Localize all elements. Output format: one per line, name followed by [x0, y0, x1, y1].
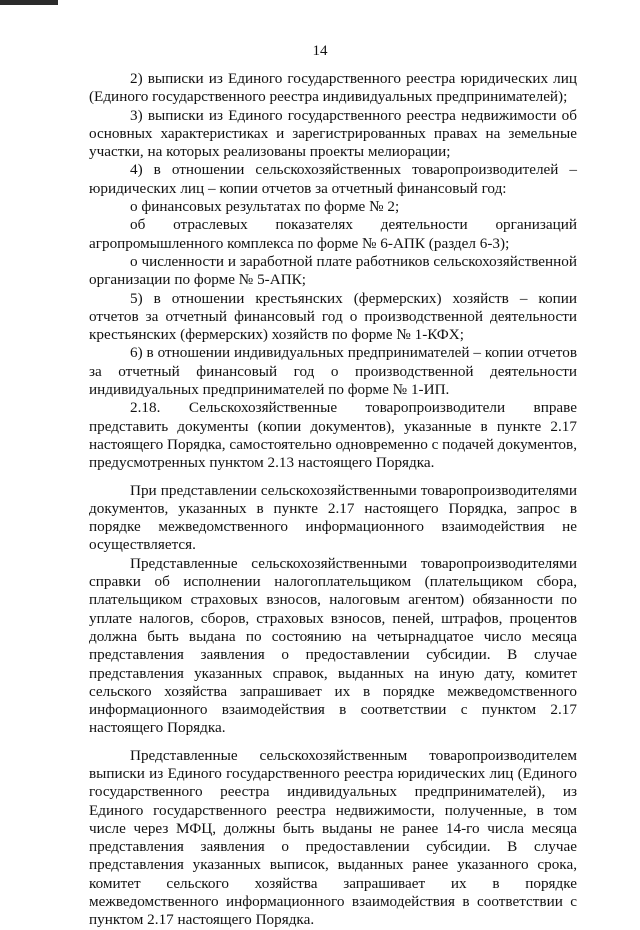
paragraph-item-3-egrn-extracts: 3) выписки из Единого государственного реестра недвижимости об основных характеристиках и зарегистрированных правах на земельные участки, на которых реализованы проекты мелиорации;: [89, 106, 577, 161]
paragraph-item-4-legal-entities-reports: 4) в отношении сельскохозяйственных товаропроизводителей – юридических лиц – копии отчетов за отчетный финансовый год:: [89, 161, 577, 197]
paragraph-item-2-egrul-extracts: 2) выписки из Единого государственного реестра юридических лиц (Единого государственного реестра индивидуальных предпринимателей);: [89, 70, 577, 106]
document-body: [89, 70, 577, 930]
scan-corner-mark: [0, 0, 58, 5]
paragraph-form-5-apk: о численности и заработной плате работников сельскохозяйственной организации по форме № 5-АПК;: [89, 252, 577, 289]
paragraph-registry-extracts: Представленные сельскохозяйственным товаропроизводителем выписки из Единого государственного реестра юридических лиц (Единого государственного реестра индивидуальных предпринимателей), из Единого государственного реестра недвижимости, полученные, в том числе через МФЦ, должны быть выданы не ранее 14-го числа месяца представления заявления о предоставлении субсидии. В случае представления указанных выписок, выданных ранее указанного срока, комитет сельского хозяйства запрашивает их в порядке межведомственного информационного взаимодействия в соответствии с пунктом 2.17 настоящего Порядка.: [89, 746, 577, 929]
paragraph-item-6-entrepreneurs-reports: 6) в отношении индивидуальных предпринимателей – копии отчетов за отчетный финансовый год о производственной деятельности индивидуальных предпринимателей по форме № 1-ИП.: [89, 344, 577, 399]
paragraph-form-2: о финансовых результатах по форме № 2;: [130, 198, 400, 216]
page-number: 14: [312, 43, 328, 59]
paragraph-no-interagency-request: При представлении сельскохозяйственными товаропроизводителями документов, указанных в пункте 2.17 настоящего Порядка, запрос в порядке межведомственного информационного взаимодействия не осуществляется.: [89, 481, 577, 554]
paragraph-form-6-apk: об отраслевых показателях деятельности организаций агропромышленного комплекса по форме № 6-АПК (раздел 6-3);: [89, 216, 577, 252]
paragraph-clause-2-18: 2.18. Сельскохозяйственные товаропроизводители вправе представить документы (копии документов), указанные в пункте 2.17 настоящего Порядка, самостоятельно одновременно с подачей документов, предусмотренных пунктом 2.13 настоящего Порядка.: [89, 399, 577, 472]
paragraph-item-5-farms-reports: 5) в отношении крестьянских (фермерских) хозяйств – копии отчетов за отчетный финансовый год о производственной деятельности крестьянских (фермерских) хозяйств по форме № 1-КФХ;: [89, 289, 577, 344]
paragraph-tax-certificates: Представленные сельскохозяйственными товаропроизводителями справки об исполнении налогоплательщиком (плательщиком сбора, плательщиком страховых взносов, налоговым агентом) обязанности по уплате налогов, сборов, страховых взносов, пеней, штрафов, процентов должна быть выдана по состоянию на четырнадцатое число месяца представления заявления о предоставлении субсидии. В случае представления указанных справок, выданных на иную дату, комитет сельского хозяйства запрашивает их в порядке межведомственного информационного взаимодействия в соответствии с пунктом 2.17 настоящего Порядка.: [89, 554, 577, 737]
